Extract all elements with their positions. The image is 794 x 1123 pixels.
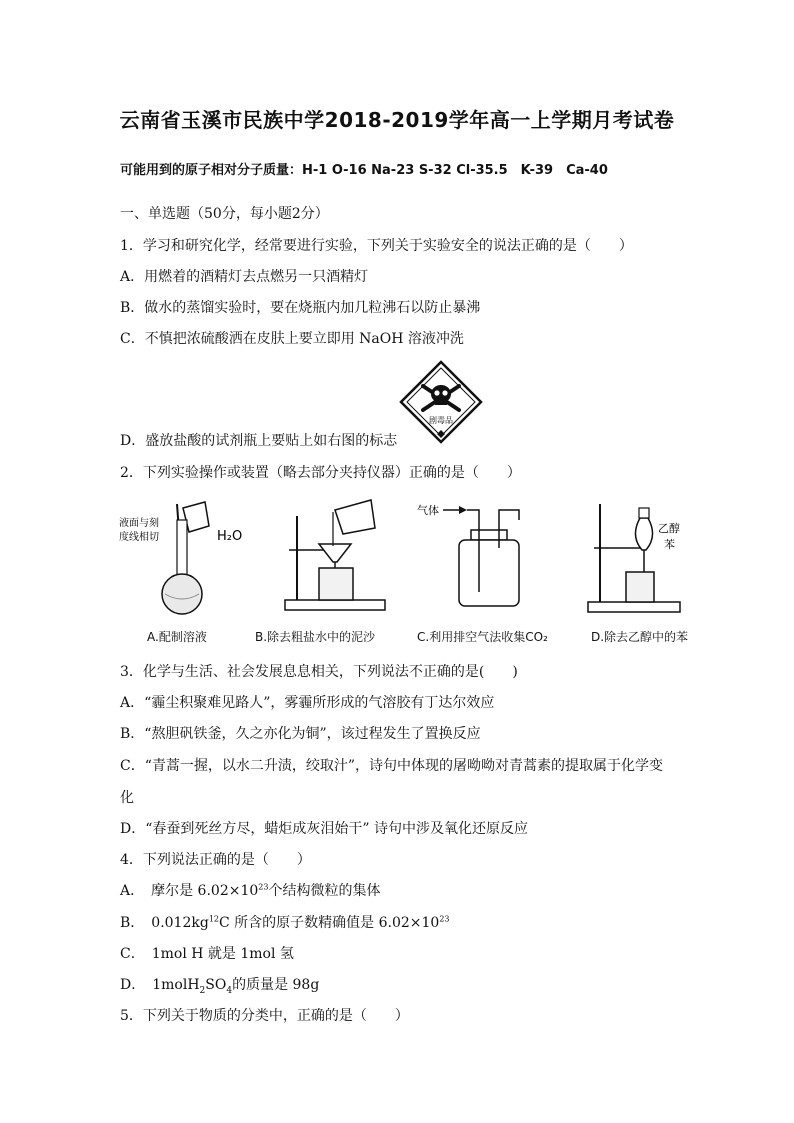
figure-d-separatory-funnel [568, 496, 703, 616]
figure-b-caption: B.除去粗盐水中的泥沙 [255, 630, 376, 644]
q3-option-b: B．“熬胆矾铁釜，久之亦化为铜”，该过程发生了置换反应 [120, 726, 481, 742]
q3-option-c-line1: C．“青蒿一握，以水二升渍，绞取汁”，诗句中体现的屠呦呦对青蒿素的提取属于化学变 [120, 758, 664, 774]
q3-stem: 3．化学与生活、社会发展息息相关，下列说法不正确的是( ) [120, 664, 518, 680]
figure-a-caption: A.配制溶液 [147, 630, 207, 644]
q3-option-c-line2: 化 [120, 790, 134, 806]
toxic-hazard-sign-icon [399, 360, 483, 444]
q1-stem: 1．学习和研究化学，经常要进行实验，下列关于实验安全的说法正确的是（ ） [120, 238, 633, 254]
q4-option-a: A． 摩尔是 $6.02\times 10^{23}$个结构微粒的集体 [120, 882, 381, 899]
q3-option-a: A．“霾尘积聚难见路人”，雾霾所形成的气溶胶有丁达尔效应 [120, 695, 495, 711]
figure-c-gas-label: 气体 [417, 504, 439, 517]
q1-option-c: C．不慎把浓硫酸洒在皮肤上要立即用 NaOH 溶液冲洗 [120, 331, 464, 347]
q4-option-d: D． $1molH_2SO_4$的质量是 98g [120, 977, 320, 996]
q4-option-b: B． $0.012kg^{12}C$ 所含的原子数精确值是 $6.02\times 10^{23}$ [120, 914, 450, 931]
q4-stem: 4．下列说法正确的是（ ） [120, 852, 311, 868]
figure-a-note-line1: 液面与刻 [119, 518, 159, 529]
atomic-masses: 可能用到的原子相对分子质量：H-1 O-16 Na-23 S-32 Cl-35.5 K-39 Ca-40 [120, 163, 608, 178]
figure-c-gas-collection [413, 496, 563, 616]
figure-a-water-label: H₂O [217, 529, 243, 544]
figure-a-volumetric-flask [113, 496, 253, 616]
q1-option-b: B．做水的蒸馏实验时，要在烧瓶内加几粒沸石以防止暴沸 [120, 300, 481, 316]
q2-figures [113, 496, 703, 646]
figure-a-note-line2: 度线相切 [119, 532, 159, 543]
figure-c-caption: C.利用排空气法收集CO₂ [417, 630, 548, 644]
q4-option-c: C． 1mol H 就是 1mol 氢 [120, 946, 294, 962]
q1-option-a: A．用燃着的酒精灯去点燃另一只酒精灯 [120, 269, 369, 285]
q5-stem: 5．下列关于物质的分类中，正确的是（ ） [120, 1008, 409, 1024]
section-heading: 一、单选题（50分，每小题2分） [120, 206, 329, 222]
q2-stem: 2．下列实验操作或装置（略去部分夹持仪器）正确的是（ ） [120, 465, 521, 481]
page-title: 云南省玉溪市民族中学2018-2019学年高一上学期月考试卷 [119, 108, 675, 132]
figure-d-benzene-label: 苯 [664, 538, 675, 551]
figure-d-caption: D.除去乙醇中的苯 [591, 630, 689, 644]
q3-option-d: D．“春蚕到死丝方尽，蜡炬成灰泪始干” 诗句中涉及氧化还原反应 [120, 821, 528, 837]
q1-option-d: D．盛放盐酸的试剂瓶上要贴上如右图的标志 [120, 433, 398, 449]
figure-d-ethanol-label: 乙醇 [658, 522, 680, 535]
figure-b-filtration [273, 496, 413, 616]
sign-label: 剧毒品 [429, 416, 453, 425]
